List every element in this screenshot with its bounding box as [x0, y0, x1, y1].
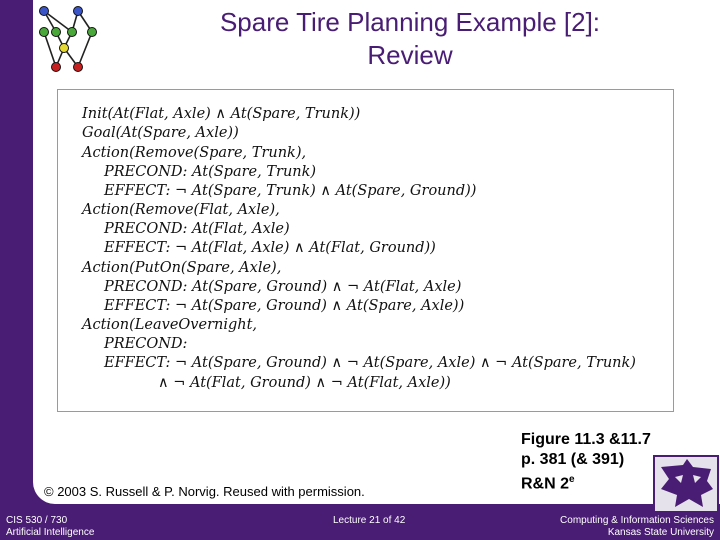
- figure-line: EFFECT: ¬ At(Spare, Trunk) ∧ At(Spare, Ground)): [104, 183, 477, 199]
- figure-line: PRECOND:: [104, 336, 188, 352]
- left-band: [0, 0, 33, 540]
- slide-title: [130, 6, 690, 72]
- footer-dept-name: Computing & Information Sciences: [560, 515, 714, 526]
- figure-line: Action(LeaveOvernight,: [82, 317, 258, 333]
- footer-course: [6, 515, 94, 539]
- figure-ref-book: R&N 2: [521, 475, 570, 493]
- figure-box: [57, 89, 674, 412]
- figure-line: EFFECT: ¬ At(Flat, Axle) ∧ At(Flat, Ground)): [104, 240, 436, 256]
- footer-lecture: Lecture 21 of 42: [333, 515, 406, 526]
- footer-university: Kansas State University: [607, 527, 714, 538]
- figure-line: Action(PutOn(Spare, Axle),: [82, 260, 282, 276]
- figure-line: EFFECT: ¬ At(Spare, Ground) ∧ At(Spare, Axle)): [104, 298, 465, 314]
- figure-line: Action(Remove(Spare, Trunk),: [82, 145, 307, 161]
- figure-line: ∧ ¬ At(Flat, Ground) ∧ ¬ At(Flat, Axle)): [158, 375, 451, 391]
- footer-course-name: Artificial Intelligence: [6, 527, 95, 538]
- figure-ref-line-2: p. 381 (& 391): [521, 451, 625, 468]
- figure-ref-line-3: [521, 470, 651, 494]
- figure-line: Init(At(Flat, Axle) ∧ At(Spare, Trunk)): [82, 106, 361, 122]
- figure-line: PRECOND: At(Spare, Ground) ∧ ¬ At(Flat, Axle): [104, 279, 462, 295]
- figure-line: EFFECT: ¬ At(Spare, Ground) ∧ ¬ At(Spare, Axle) ∧ ¬ At(Spare, Trunk): [104, 355, 636, 371]
- graph-network-icon: [34, 2, 104, 76]
- footer-department: [560, 515, 714, 539]
- footer-course-code: CIS 530 / 730: [6, 515, 68, 526]
- copyright-notice: © 2003 S. Russell & P. Norvig. Reused with permission.: [44, 484, 365, 499]
- title-line-1: Spare Tire Planning Example [2]:: [219, 7, 601, 37]
- figure-line: Action(Remove(Flat, Axle),: [82, 202, 280, 218]
- title-line-2: Review: [367, 40, 453, 70]
- figure-ref-edition: e: [569, 474, 575, 485]
- figure-line: PRECOND: At(Spare, Trunk): [104, 164, 317, 180]
- powercat-logo-icon: [653, 455, 719, 513]
- figure-line: PRECOND: At(Flat, Axle): [104, 221, 290, 237]
- figure-reference: [521, 430, 651, 494]
- figure-ref-line-1: Figure 11.3 &11.7: [521, 431, 651, 448]
- figure-line: Goal(At(Spare, Axle)): [82, 125, 239, 141]
